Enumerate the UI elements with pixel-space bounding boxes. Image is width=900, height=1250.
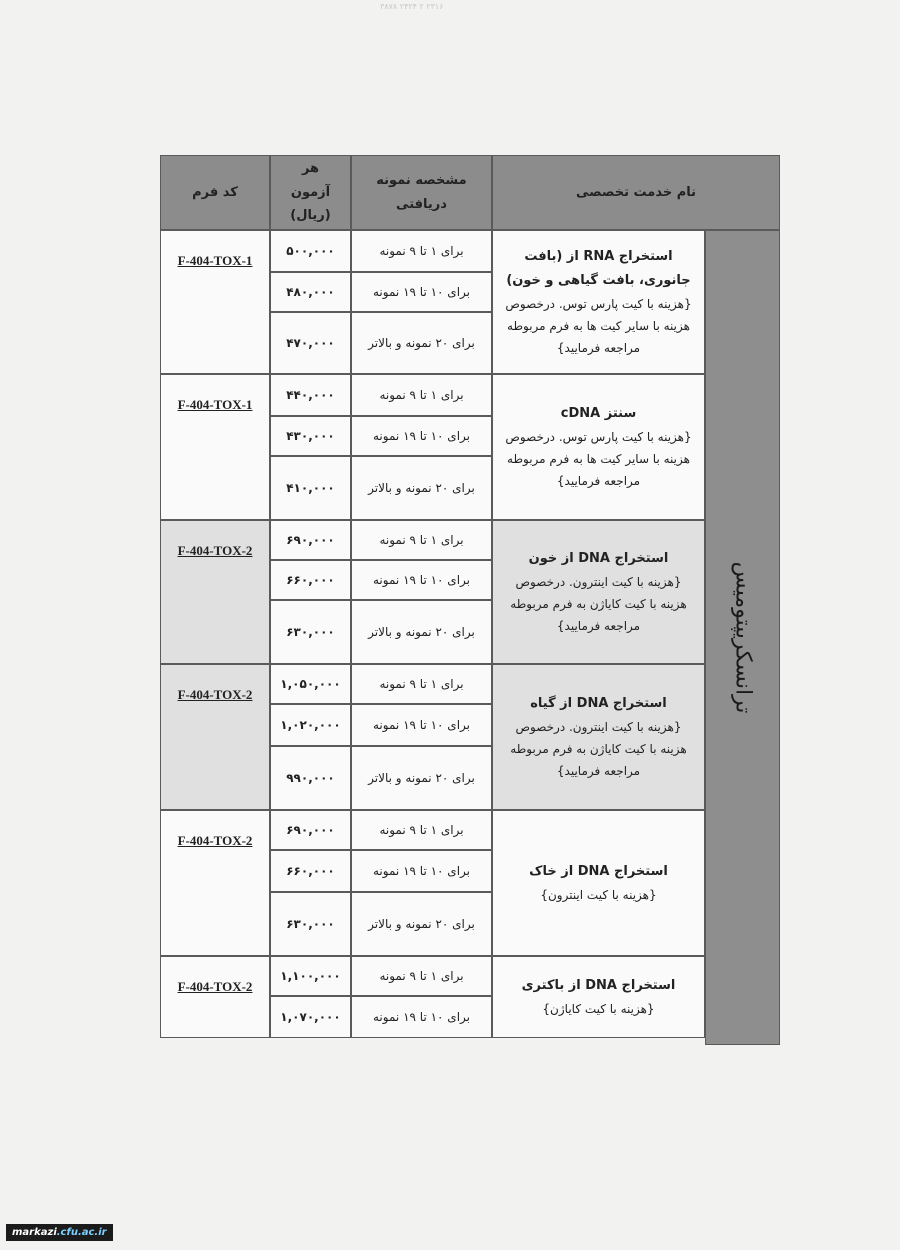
service-note: {هزینه با کیت پارس توس. درخصوص هزینه با سایر کیت ها به فرم مربوطه مراجعه فرمایید}: [505, 296, 692, 356]
service-cell: [492, 810, 705, 956]
service-note: {هزینه با کیت اینترون. درخصوص هزینه با کیت کایاژن به فرم مربوطه مراجعه فرمایید}: [510, 574, 687, 634]
service-note: {هزینه با کیت کایاژن}: [542, 1001, 655, 1016]
service-cell: [492, 520, 705, 664]
sample-spec-cell: برای ۱ تا ۹ نمونه: [351, 520, 492, 560]
price-cell: ۶۳۰,۰۰۰: [270, 600, 351, 664]
price-cell: ۴۸۰,۰۰۰: [270, 272, 351, 312]
price-cell: ۶۹۰,۰۰۰: [270, 810, 351, 850]
price-cell: ۶۳۰,۰۰۰: [270, 892, 351, 956]
service-note: {هزینه با کیت اینترون. درخصوص هزینه با کیت کایاژن به فرم مربوطه مراجعه فرمایید}: [510, 719, 687, 779]
sample-spec-cell: برای ۱ تا ۹ نمونه: [351, 956, 492, 996]
form-code-cell: F-404-TOX-1: [160, 374, 270, 434]
service-name: استخراج DNA از باکتری: [521, 977, 676, 993]
price-cell: ۴۳۰,۰۰۰: [270, 416, 351, 456]
price-cell: ۱,۰۷۰,۰۰۰: [270, 996, 351, 1038]
sample-spec-cell: برای ۲۰ نمونه و بالاتر: [351, 600, 492, 664]
price-cell: ۵۰۰,۰۰۰: [270, 230, 351, 272]
price-cell: ۴۱۰,۰۰۰: [270, 456, 351, 520]
form-code-cell: F-404-TOX-2: [160, 520, 270, 580]
site-logo: markazi.cfu.ac.ir: [6, 1224, 113, 1241]
service-note: {هزینه با کیت اینترون}: [540, 887, 657, 902]
header-price: هر آزمون (ریال): [270, 155, 351, 230]
header-sample-spec: مشخصه نمونه دریافتی: [351, 155, 492, 230]
service-note: {هزینه با کیت پارس توس. درخصوص هزینه با سایر کیت ها به فرم مربوطه مراجعه فرمایید}: [505, 429, 692, 489]
form-code-cell-fill: [160, 290, 270, 374]
form-code-cell-fill: [160, 1016, 270, 1038]
price-table: [150, 155, 780, 1045]
sample-spec-cell: برای ۱۰ تا ۱۹ نمونه: [351, 416, 492, 456]
service-name: استخراج DNA از خاک: [529, 863, 668, 879]
form-code-cell: F-404-TOX-2: [160, 810, 270, 870]
service-cell: [492, 374, 705, 520]
price-cell: ۱,۱۰۰,۰۰۰: [270, 956, 351, 996]
price-cell: ۶۶۰,۰۰۰: [270, 850, 351, 892]
sample-spec-cell: برای ۱ تا ۹ نمونه: [351, 374, 492, 416]
service-cell: [492, 956, 705, 1038]
service-cell: [492, 664, 705, 810]
price-cell: ۶۶۰,۰۰۰: [270, 560, 351, 600]
price-cell: ۱,۰۲۰,۰۰۰: [270, 704, 351, 746]
sample-spec-cell: برای ۱۰ تا ۱۹ نمونه: [351, 560, 492, 600]
sample-spec-cell: برای ۲۰ نمونه و بالاتر: [351, 456, 492, 520]
sample-spec-cell: برای ۱ تا ۹ نمونه: [351, 810, 492, 850]
form-code-cell: F-404-TOX-1: [160, 230, 270, 290]
top-mark: ۳۸۷۸ ۲۴۲۴ ۲ ۲۳۱۶: [380, 2, 444, 11]
sample-spec-cell: برای ۲۰ نمونه و بالاتر: [351, 312, 492, 374]
sample-spec-cell: برای ۱۰ تا ۱۹ نمونه: [351, 996, 492, 1038]
service-name: استخراج DNA از خون: [528, 550, 669, 566]
sample-spec-cell: برای ۱۰ تا ۱۹ نمونه: [351, 850, 492, 892]
side-category-label: ترانسکریپتومیس: [705, 230, 780, 1045]
sample-spec-cell: برای ۲۰ نمونه و بالاتر: [351, 892, 492, 956]
form-code-cell: F-404-TOX-2: [160, 664, 270, 724]
form-code-cell-fill: [160, 580, 270, 664]
form-code-cell-fill: [160, 870, 270, 956]
price-cell: ۶۹۰,۰۰۰: [270, 520, 351, 560]
price-cell: ۱,۰۵۰,۰۰۰: [270, 664, 351, 704]
service-name: استخراج DNA از گیاه: [530, 695, 667, 711]
service-name: سنتز cDNA: [560, 405, 637, 421]
price-cell: ۴۷۰,۰۰۰: [270, 312, 351, 374]
service-cell: [492, 230, 705, 374]
sample-spec-cell: برای ۲۰ نمونه و بالاتر: [351, 746, 492, 810]
sample-spec-cell: برای ۱۰ تا ۱۹ نمونه: [351, 704, 492, 746]
header-service-name: نام خدمت تخصصی: [492, 155, 780, 230]
price-cell: ۹۹۰,۰۰۰: [270, 746, 351, 810]
service-name: استخراج RNA از (بافت جانوری، بافت گیاهی و خون): [506, 248, 691, 288]
sample-spec-cell: برای ۱۰ تا ۱۹ نمونه: [351, 272, 492, 312]
sample-spec-cell: برای ۱ تا ۹ نمونه: [351, 230, 492, 272]
header-form-code: کد فرم: [160, 155, 270, 230]
sample-spec-cell: برای ۱ تا ۹ نمونه: [351, 664, 492, 704]
form-code-cell: F-404-TOX-2: [160, 956, 270, 1016]
form-code-cell-fill: [160, 724, 270, 810]
form-code-cell-fill: [160, 434, 270, 520]
price-cell: ۴۴۰,۰۰۰: [270, 374, 351, 416]
